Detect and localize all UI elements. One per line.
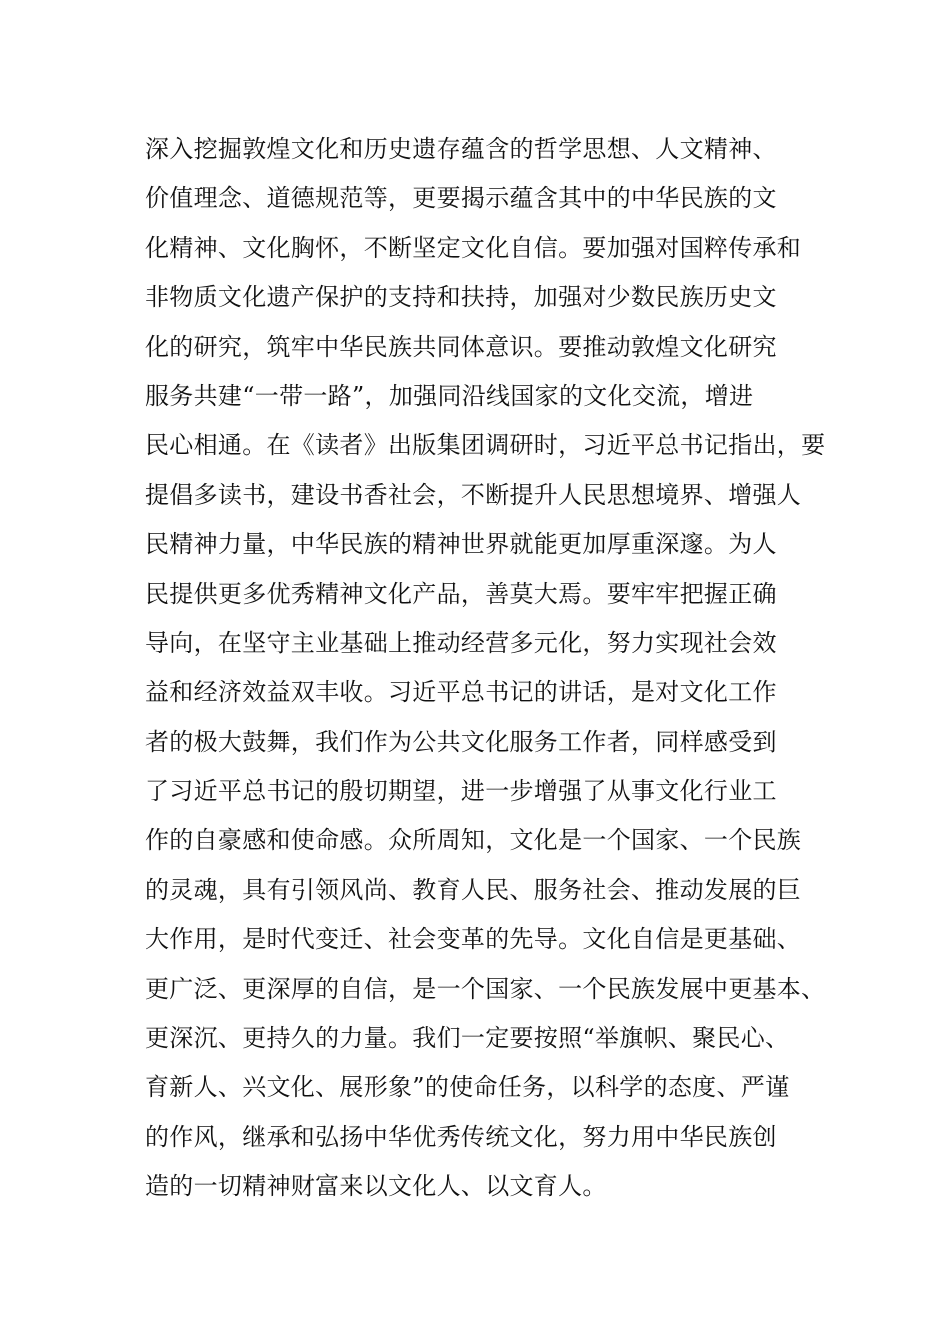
text-line: 导向，在坚守主业基础上推动经营多元化，努力实现社会效 [145, 628, 777, 657]
text-line: 了习近平总书记的殷切期望，进一步增强了从事文化行业工 [145, 777, 777, 806]
text-line: 化的研究，筑牢中华民族共同体意识。要推动敦煌文化研究 [145, 332, 777, 361]
text-line: 民精神力量，中华民族的精神世界就能更加厚重深邃。为人 [145, 530, 777, 559]
text-line: 价值理念、道德规范等，更要揭示蕴含其中的中华民族的文 [145, 184, 777, 213]
text-line: 更广泛、更深厚的自信，是一个国家、一个民族发展中更基本、 [145, 974, 826, 1003]
text-line: 民提供更多优秀精神文化产品，善莫大焉。要牢牢把握正确 [145, 579, 777, 608]
text-line: 的灵魂，具有引领风尚、教育人民、服务社会、推动发展的巨 [145, 875, 802, 904]
text-line: 服务共建“一带一路”，加强同沿线国家的文化交流，增进 [145, 381, 754, 410]
text-line: 者的极大鼓舞，我们作为公共文化服务工作者，同样感受到 [145, 727, 777, 756]
text-line: 更深沉、更持久的力量。我们一定要按照“举旗帜、聚民心、 [145, 1024, 790, 1053]
text-line: 的作风，继承和弘扬中华优秀传统文化，努力用中华民族创 [145, 1122, 777, 1151]
text-line: 民心相通。在《读者》出版集团调研时，习近平总书记指出，要 [145, 431, 826, 460]
text-line: 深入挖掘敦煌文化和历史遗存蕴含的哲学思想、人文精神、 [145, 135, 777, 163]
text-line: 造的一切精神财富来以文化人、以文育人。 [145, 1172, 607, 1201]
text-line: 益和经济效益双丰收。习近平总书记的讲话，是对文化工作 [145, 678, 777, 707]
text-line: 大作用，是时代变迁、社会变革的先导。文化自信是更基础、 [145, 925, 802, 954]
text-line: 非物质文化遗产保护的支持和扶持，加强对少数民族历史文 [145, 283, 777, 312]
text-line: 育新人、兴文化、展形象”的使命任务，以科学的态度、严谨 [145, 1073, 790, 1102]
text-line: 作的自豪感和使命感。众所周知，文化是一个国家、一个民族 [145, 826, 802, 855]
text-line: 提倡多读书，建设书香社会，不断提升人民思想境界、增强人 [145, 480, 802, 509]
body-paragraph [145, 125, 825, 1212]
text-line: 化精神、文化胸怀，不断坚定文化自信。要加强对国粹传承和 [145, 233, 802, 262]
